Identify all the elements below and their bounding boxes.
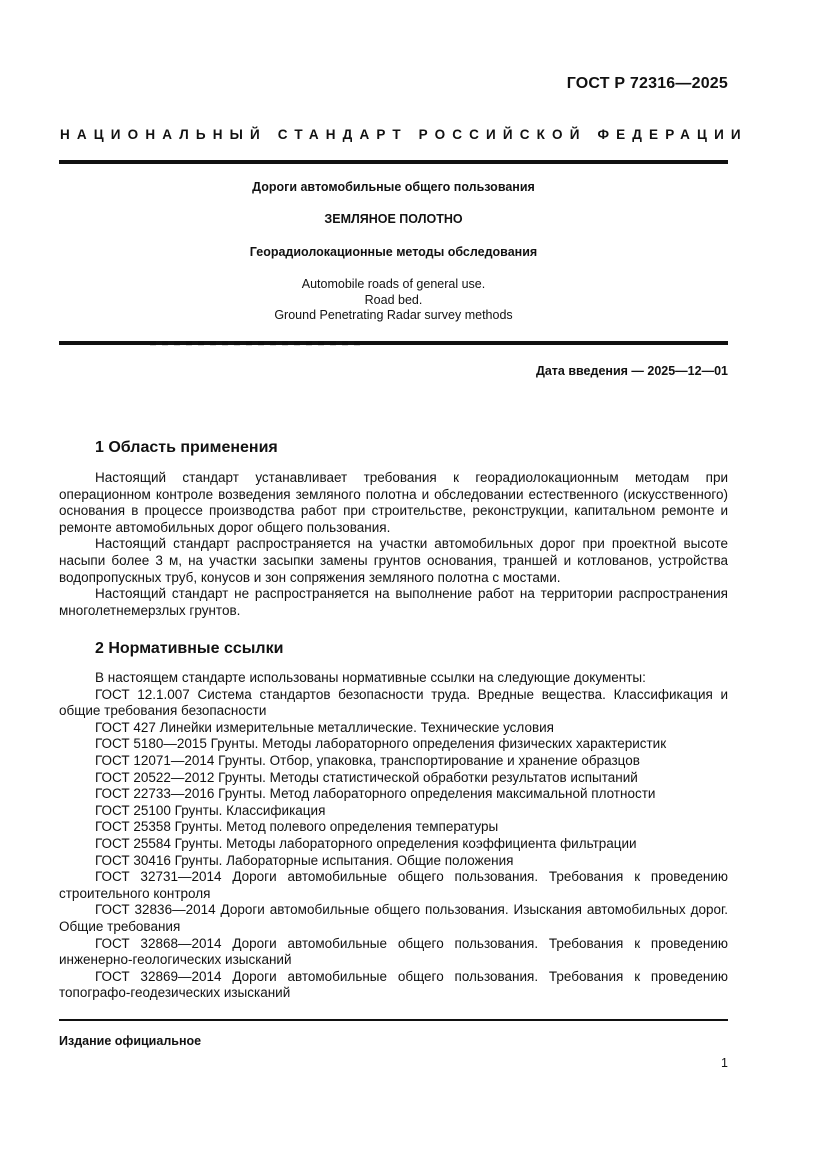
section-1-paragraph: Настоящий стандарт распространяется на участки автомобильных дорог при проектной высоте насыпи более 3 м, на участки засыпки замены грунтов основания, траншей и котлованов, устройства водопропускных труб, конусов и зон сопряжения земляного полотна с мостами. [59,536,728,585]
title-ru-line2: ЗЕМЛЯНОЕ ПОЛОТНО [324,212,463,226]
reference-item: ГОСТ 32836—2014 Дороги автомобильные общего пользования. Изыскания автомобильных дорог. Общие требования [59,902,728,934]
section-2-body [59,670,728,1002]
title-en-line2: Road bed. [364,292,423,307]
title-ru-line3: Георадиолокационные методы обследования [249,245,538,259]
references-intro: В настоящем стандарте использованы нормативные ссылки на следующие документы: [95,670,646,685]
national-standard-banner: НАЦИОНАЛЬНЫЙ СТАНДАРТ РОССИЙСКОЙ ФЕДЕРАЦИИ [60,127,748,142]
title-en-line3: Ground Penetrating Radar survey methods [274,308,513,322]
reference-item: ГОСТ 25584 Грунты. Методы лабораторного определения коэффициента фильтрации [95,835,637,851]
reference-item: ГОСТ 22733—2016 Грунты. Метод лабораторного определения максимальной плотности [95,786,656,802]
reference-item: ГОСТ 20522—2012 Грунты. Методы статистической обработки результатов испытаний [95,769,638,785]
reference-item: ГОСТ 32868—2014 Дороги автомобильные общего пользования. Требования к проведению инженерно-геологических изысканий [59,935,728,968]
reference-item: ГОСТ 32731—2014 Дороги автомобильные общего пользования. Требования к проведению строительного контроля [59,869,728,901]
reference-item: ГОСТ 12.1.007 Система стандартов безопасности труда. Вредные вещества. Классификация и общие требования безопасности [59,686,728,719]
title-en-line1: Automobile roads of general use. [301,277,486,291]
page-number: 1 [721,1056,728,1070]
edition-label: Издание официальное [59,1034,202,1048]
reference-item: ГОСТ 32869—2014 Дороги автомобильные общего пользования. Требования к проведению топографо-геодезических изысканий [59,968,728,1001]
reference-item: ГОСТ 427 Линейки измерительные металлические. Технические условия [95,719,554,735]
section-1-paragraph: Настоящий стандарт не распространяется на выполнение работ на территории распространения многолетнемерзлых грунтов. [59,586,728,618]
footer-divider [59,1019,728,1021]
reference-item: ГОСТ 25100 Грунты. Классификация [95,802,326,818]
title-en [59,277,728,324]
reference-item: ГОСТ 25358 Грунты. Метод полевого определения температуры [95,819,499,835]
section-1-heading: 1 Область применения [95,439,278,456]
title-ru-line1: Дороги автомобильные общего пользования [252,180,535,194]
section-1-paragraph: Настоящий стандарт устанавливает требования к георадиолокационным методам при операционном контроле возведения земляного полотна и обследовании естественного (искусственного) основания в процессе производства работ при строительстве, реконструкции, капитальном ремонте и ремонте автомобильных дорог общего пользования. [59,470,728,535]
scan-artifact [150,341,360,346]
reference-item: ГОСТ 5180—2015 Грунты. Методы лабораторного определения физических характеристик [95,736,667,752]
top-divider [59,160,728,164]
reference-item: ГОСТ 12071—2014 Грунты. Отбор, упаковка, транспортирование и хранение образцов [95,752,640,768]
gost-number: ГОСТ Р 72316—2025 [566,75,728,92]
section-2-heading: 2 Нормативные ссылки [95,640,284,657]
introduction-date: Дата введения — 2025—12—01 [535,364,728,378]
section-1-body [59,470,728,619]
reference-item: ГОСТ 30416 Грунты. Лабораторные испытания. Общие положения [95,852,514,868]
